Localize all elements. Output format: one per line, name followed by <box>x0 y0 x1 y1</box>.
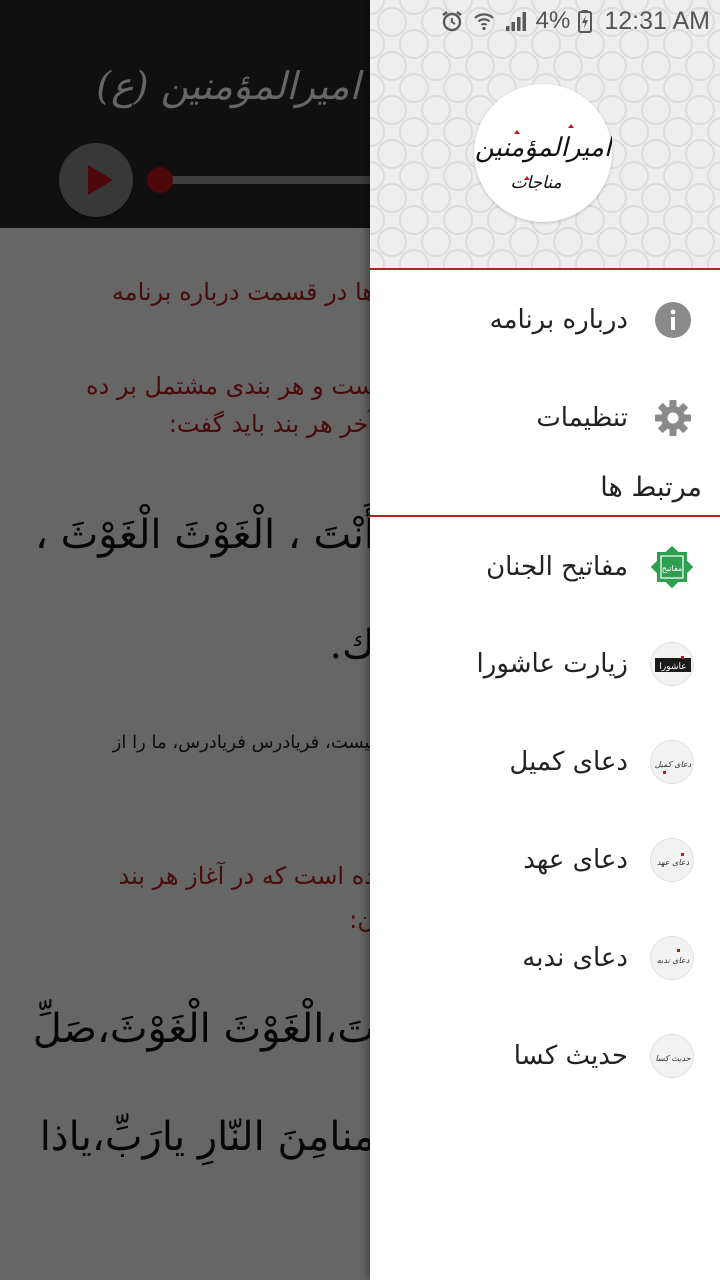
related-item-nudba[interactable] <box>370 918 720 998</box>
kisa-app-icon <box>650 1034 694 1078</box>
status-bar <box>370 0 720 42</box>
mafatih-app-icon <box>650 545 694 589</box>
kumayl-app-icon <box>650 740 694 784</box>
app-icon-text: دعای عهد <box>656 858 690 867</box>
related-item-label: حدیث کسا <box>513 1041 628 1071</box>
app-icon-text: حدیث کسا <box>655 1054 691 1063</box>
ahd-app-icon <box>650 838 694 882</box>
app-icon-text: دعای ندبه <box>656 956 690 965</box>
header-divider <box>370 268 720 270</box>
navigation-drawer <box>370 0 720 1280</box>
app-logo <box>474 84 612 222</box>
related-item-label: زیارت عاشورا <box>476 649 628 679</box>
menu-item-label: تنظیمات <box>536 403 628 433</box>
info-icon <box>654 301 692 339</box>
related-item-kisa[interactable] <box>370 1016 720 1096</box>
section-divider <box>370 515 720 517</box>
alarm-icon <box>440 9 464 33</box>
related-item-mafatih[interactable] <box>370 527 720 607</box>
logo-text-sub: مناجات <box>510 173 562 193</box>
related-item-label: دعای ندبه <box>522 943 628 973</box>
menu-item-settings[interactable] <box>370 378 720 458</box>
battery-charging-icon <box>578 9 592 33</box>
related-item-label: مفاتیح الجنان <box>486 552 628 582</box>
related-item-kumayl[interactable] <box>370 722 720 802</box>
battery-percent: 4% <box>535 7 571 34</box>
wifi-calling-icon <box>472 9 496 33</box>
signal-icon <box>504 9 528 33</box>
related-item-ahd[interactable] <box>370 820 720 900</box>
app-icon-text: دعای کمیل <box>654 760 692 769</box>
app-icon-text: مفاتیح <box>661 564 683 573</box>
clock: 12:31 AM <box>604 6 710 35</box>
related-item-ashura[interactable] <box>370 624 720 704</box>
nudba-app-icon <box>650 936 694 980</box>
related-section-title: مرتبط ها <box>600 472 702 503</box>
gear-icon <box>654 399 692 437</box>
logo-text-main: امیرالمؤمنین <box>474 133 612 163</box>
ashura-app-icon <box>650 642 694 686</box>
menu-item-label: درباره برنامه <box>489 305 628 335</box>
menu-item-about[interactable] <box>370 280 720 360</box>
app-icon-text: عاشورا <box>659 662 687 672</box>
related-item-label: دعای کمیل <box>509 747 628 777</box>
related-item-label: دعای عهد <box>523 845 628 875</box>
